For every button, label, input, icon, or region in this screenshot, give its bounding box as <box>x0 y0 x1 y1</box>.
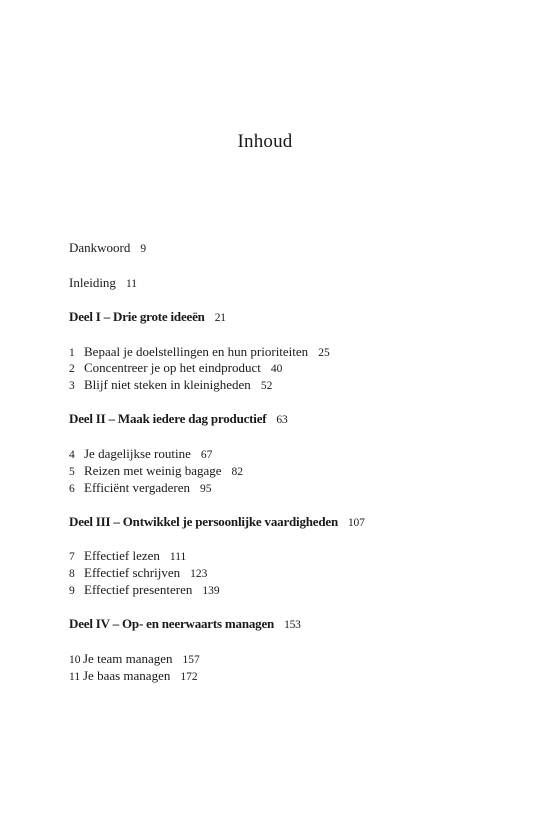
chapter-number: 3 <box>69 380 75 392</box>
entry-page: 25 <box>318 347 330 359</box>
chapter-number: 4 <box>69 449 75 461</box>
entry-page: 123 <box>190 568 208 580</box>
entry-page: 139 <box>202 585 220 597</box>
page-title: Inhoud <box>237 131 293 152</box>
chapter-title: Concentreer je op het eindproduct <box>84 360 261 375</box>
chapter-number: 1 <box>69 347 75 359</box>
entry-page: 107 <box>347 517 365 529</box>
part-title: Deel I – Drie grote ideeën <box>69 309 205 324</box>
entry-page: 153 <box>284 619 301 631</box>
chapter-number: 9 <box>69 585 75 597</box>
entry-page: 172 <box>180 671 198 683</box>
toc-entry-dankwoord <box>69 240 146 257</box>
chapter-title: Bepaal je doelstellingen en hun prioriteiten <box>84 344 309 359</box>
chapter-number: 7 <box>69 551 75 563</box>
toc-chapter-3 <box>69 377 272 394</box>
chapter-number: 11 <box>69 671 81 683</box>
toc-part-3 <box>69 514 365 531</box>
chapter-title: Blijf niet steken in kleinigheden <box>84 377 251 392</box>
entry-page: 111 <box>169 551 187 563</box>
toc-chapter-6 <box>69 480 212 497</box>
toc-chapter-11 <box>69 668 198 685</box>
chapter-number: 8 <box>69 568 75 580</box>
entry-page: 40 <box>270 363 283 375</box>
entry-title: Inleiding <box>69 275 116 290</box>
chapter-number: 6 <box>69 483 75 495</box>
toc-chapter-4 <box>69 446 212 463</box>
entry-page: 67 <box>200 449 213 461</box>
entry-page: 52 <box>260 380 273 392</box>
entry-page: 9 <box>140 243 147 255</box>
toc-chapter-7 <box>69 548 186 565</box>
toc-part-1 <box>69 309 226 326</box>
chapter-title: Reizen met weinig bagage <box>84 463 222 478</box>
toc-entry-inleiding <box>69 275 137 292</box>
chapter-number: 2 <box>69 363 75 375</box>
chapter-title: Je dagelijkse routine <box>84 446 191 461</box>
toc-chapter-10 <box>69 651 200 668</box>
chapter-title: Je baas managen <box>83 668 171 683</box>
part-title: Deel IV – Op- en neerwaarts managen <box>69 616 275 631</box>
entry-title: Dankwoord <box>69 240 131 255</box>
chapter-title: Effectief lezen <box>84 548 160 563</box>
chapter-title: Efficiënt vergaderen <box>84 480 190 495</box>
toc-chapter-1 <box>69 344 330 361</box>
toc-chapter-8 <box>69 565 207 582</box>
toc-chapter-2 <box>69 360 282 377</box>
toc-chapter-5 <box>69 463 243 480</box>
part-title: Deel II – Maak iedere dag productief <box>69 411 267 426</box>
entry-page: 157 <box>182 654 200 666</box>
chapter-title: Je team managen <box>83 651 173 666</box>
entry-page: 95 <box>200 483 212 495</box>
entry-page: 82 <box>231 466 244 478</box>
chapter-number: 10 <box>69 654 81 666</box>
chapter-title: Effectief schrijven <box>84 565 181 580</box>
entry-page: 63 <box>276 414 288 426</box>
chapter-number: 5 <box>69 466 75 478</box>
toc-chapter-9 <box>69 582 220 599</box>
toc-part-2 <box>69 411 288 428</box>
toc-part-4 <box>69 616 301 633</box>
entry-page: 21 <box>214 312 226 324</box>
chapter-title: Effectief presenteren <box>84 582 193 597</box>
entry-page: 11 <box>125 278 138 290</box>
part-title: Deel III – Ontwikkel je persoonlijke vaardigheden <box>69 514 338 529</box>
